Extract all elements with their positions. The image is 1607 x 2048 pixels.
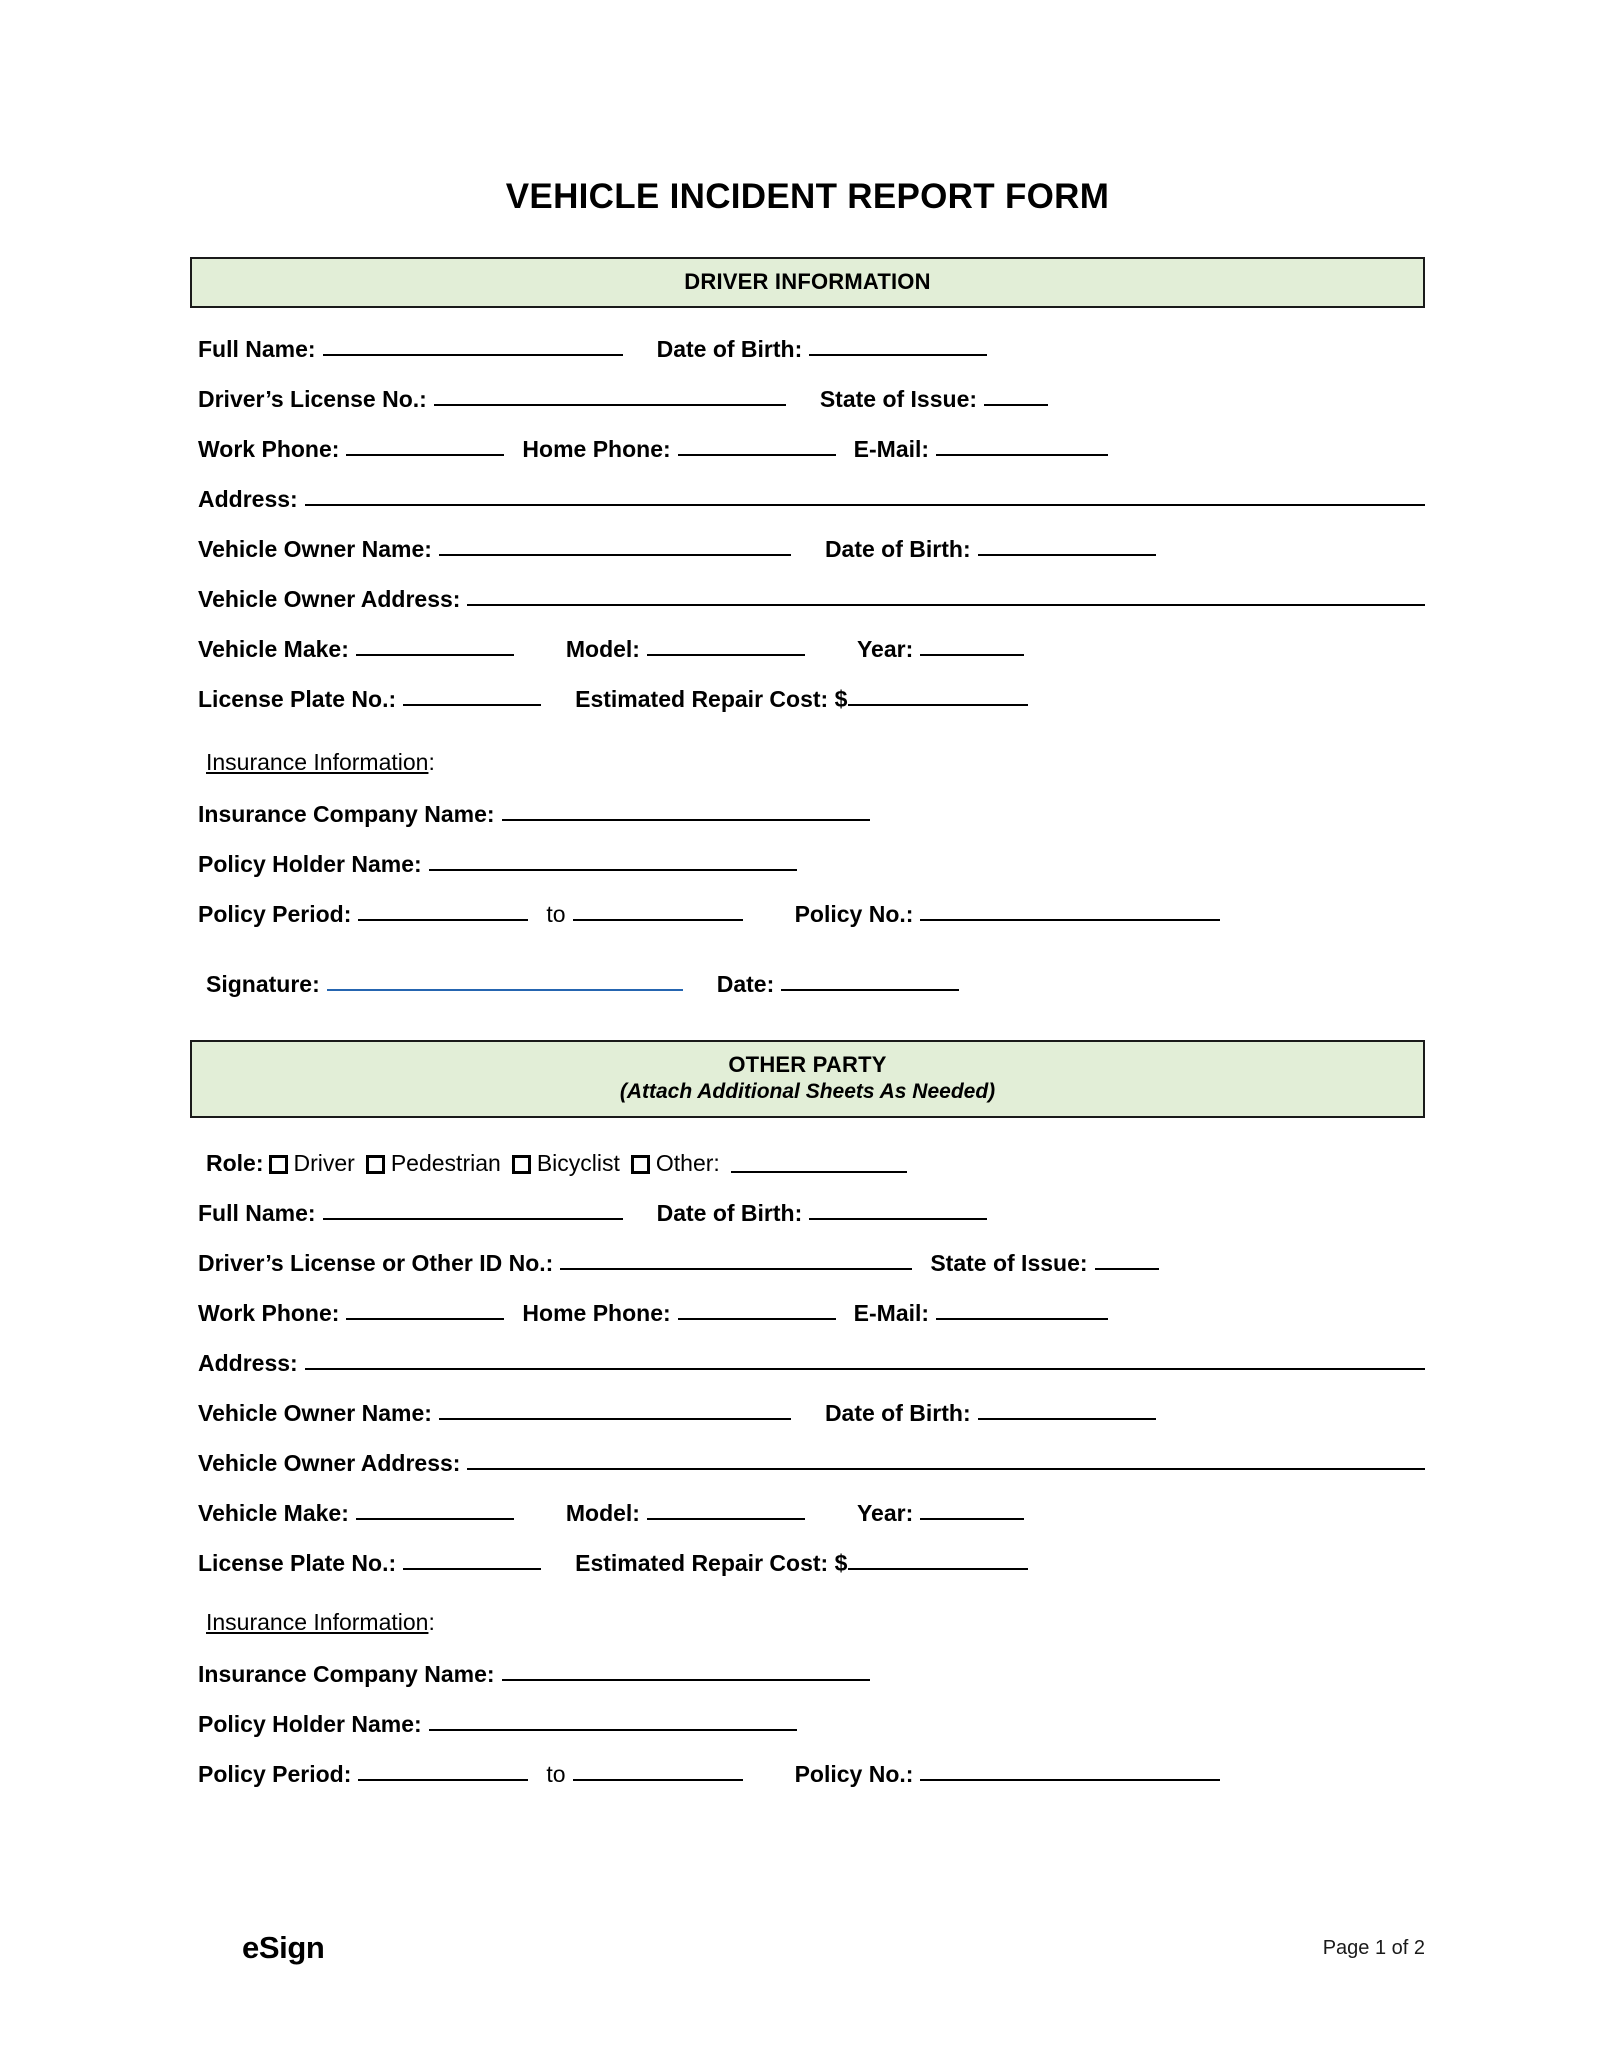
input-model[interactable] xyxy=(647,634,805,656)
input-op-estimated-repair-cost[interactable] xyxy=(848,1548,1028,1570)
esign-logo[interactable]: eSign xyxy=(242,1930,325,1965)
subheading-insurance-information xyxy=(198,749,1425,776)
input-signature-date[interactable] xyxy=(781,969,959,991)
other-party-fields xyxy=(190,1150,1425,1786)
label-drivers-license-no: Driver’s License No.: xyxy=(198,386,427,412)
input-insurance-company-name[interactable] xyxy=(502,799,870,821)
label-year: Year: xyxy=(856,636,914,662)
label-model: Model: xyxy=(565,636,640,662)
field-row-op-phones-email xyxy=(198,1299,1425,1325)
label-op-model: Model: xyxy=(565,1499,640,1526)
input-signature[interactable] xyxy=(327,969,683,991)
input-op-home-phone[interactable] xyxy=(678,1298,836,1320)
driver-information-fields xyxy=(190,335,1425,998)
section-title-other-party: OTHER PARTY xyxy=(728,1052,887,1077)
input-op-email[interactable] xyxy=(936,1298,1108,1320)
checkbox-role-driver[interactable] xyxy=(269,1155,288,1174)
label-op-license-plate-no: License Plate No.: xyxy=(198,1549,397,1576)
label-policy-period-to: to xyxy=(546,901,566,927)
input-op-state-of-issue[interactable] xyxy=(1095,1248,1159,1270)
label-op-vehicle-owner-address: Vehicle Owner Address: xyxy=(198,1449,461,1476)
input-policy-period-end[interactable] xyxy=(573,899,743,921)
input-op-vehicle-make[interactable] xyxy=(356,1498,514,1520)
input-owner-date-of-birth[interactable] xyxy=(978,534,1156,556)
page-title: VEHICLE INCIDENT REPORT FORM xyxy=(505,177,1110,216)
label-op-estimated-repair-cost: Estimated Repair Cost: $ xyxy=(575,1549,848,1576)
label-op-work-phone: Work Phone: xyxy=(198,1299,340,1326)
label-op-date-of-birth: Date of Birth: xyxy=(656,1199,803,1226)
input-vehicle-owner-name[interactable] xyxy=(439,534,791,556)
input-policy-period-start[interactable] xyxy=(358,899,528,921)
subheading-insurance-information-colon: : xyxy=(428,749,435,775)
field-row-vehicle-make-model-year xyxy=(198,635,1425,661)
section-subtitle-other-party: (Attach Additional Sheets As Needed) xyxy=(619,1079,996,1103)
field-row-vehicle-owner-address xyxy=(198,585,1425,611)
field-row-op-plate-and-repair-cost xyxy=(198,1549,1425,1575)
subheading-insurance-information-text: Insurance Information xyxy=(206,749,429,775)
label-policy-no: Policy No.: xyxy=(794,901,914,927)
input-year[interactable] xyxy=(920,634,1024,656)
label-estimated-repair-cost: Estimated Repair Cost: $ xyxy=(575,686,848,712)
field-row-drivers-license-no xyxy=(198,385,1425,411)
label-op-year: Year: xyxy=(856,1499,914,1526)
label-op-policy-holder-name: Policy Holder Name: xyxy=(198,1710,422,1737)
input-op-work-phone[interactable] xyxy=(346,1298,504,1320)
label-op-policy-period: Policy Period: xyxy=(198,1760,352,1787)
input-op-policy-period-end[interactable] xyxy=(573,1759,743,1781)
label-role-pedestrian: Pedestrian xyxy=(390,1149,501,1176)
page-number: Page 1 of 2 xyxy=(1322,1936,1425,1959)
input-vehicle-owner-address[interactable] xyxy=(467,584,1425,606)
field-row-op-vehicle-make-model-year xyxy=(198,1499,1425,1525)
subheading-op-insurance-information xyxy=(198,1609,1425,1636)
field-row-full-name xyxy=(198,335,1425,361)
label-role-other: Other: xyxy=(655,1149,720,1176)
field-row-op-address xyxy=(198,1349,1425,1375)
label-signature: Signature: xyxy=(206,971,320,997)
field-row-op-policy-period-and-no xyxy=(198,1760,1425,1786)
field-row-vehicle-owner-name xyxy=(198,535,1425,561)
label-state-of-issue: State of Issue: xyxy=(819,386,978,412)
field-row-plate-and-repair-cost xyxy=(198,685,1425,711)
label-op-vehicle-owner-name: Vehicle Owner Name: xyxy=(198,1399,432,1426)
label-op-insurance-company-name: Insurance Company Name: xyxy=(198,1660,495,1687)
input-op-policy-period-start[interactable] xyxy=(358,1759,528,1781)
section-header-other-party xyxy=(190,1040,1425,1118)
label-op-address: Address: xyxy=(198,1349,298,1376)
input-full-name[interactable] xyxy=(323,334,623,356)
input-email[interactable] xyxy=(936,434,1108,456)
field-row-phones-email xyxy=(198,435,1425,461)
label-date-of-birth: Date of Birth: xyxy=(656,336,803,362)
page-footer xyxy=(190,1930,1425,1966)
label-signature-date: Date: xyxy=(716,971,775,997)
checkbox-role-pedestrian[interactable] xyxy=(366,1155,385,1174)
input-op-policy-no[interactable] xyxy=(920,1759,1220,1781)
input-op-date-of-birth[interactable] xyxy=(809,1198,987,1220)
input-op-vehicle-owner-name[interactable] xyxy=(439,1398,791,1420)
field-row-policy-holder-name xyxy=(198,850,1425,876)
field-row-address xyxy=(198,485,1425,511)
label-role: Role: xyxy=(206,1149,264,1176)
page-content xyxy=(190,0,1425,1786)
field-row-op-vehicle-owner-address xyxy=(198,1449,1425,1475)
input-state-of-issue[interactable] xyxy=(984,384,1048,406)
input-estimated-repair-cost[interactable] xyxy=(848,684,1028,706)
input-op-license-plate-no[interactable] xyxy=(403,1548,541,1570)
input-op-full-name[interactable] xyxy=(323,1198,623,1220)
label-op-state-of-issue: State of Issue: xyxy=(930,1249,1088,1276)
field-row-signature-and-date xyxy=(198,970,1425,998)
label-policy-holder-name: Policy Holder Name: xyxy=(198,851,422,877)
input-op-license-no[interactable] xyxy=(560,1248,912,1270)
label-op-license-no: Driver’s License or Other ID No.: xyxy=(198,1249,554,1276)
subheading-op-insurance-information-colon: : xyxy=(428,1608,435,1635)
label-op-full-name: Full Name: xyxy=(198,1199,316,1226)
field-row-op-license-no xyxy=(198,1249,1425,1275)
label-op-policy-no: Policy No.: xyxy=(794,1760,914,1787)
label-policy-period: Policy Period: xyxy=(198,901,352,927)
input-vehicle-make[interactable] xyxy=(356,634,514,656)
label-role-driver: Driver xyxy=(293,1149,355,1176)
field-row-op-policy-holder-name xyxy=(198,1710,1425,1736)
label-owner-date-of-birth: Date of Birth: xyxy=(824,536,971,562)
label-address: Address: xyxy=(198,486,298,512)
label-full-name: Full Name: xyxy=(198,336,316,362)
label-vehicle-make: Vehicle Make: xyxy=(198,636,349,662)
label-email: E-Mail: xyxy=(853,436,930,462)
input-policy-no[interactable] xyxy=(920,899,1220,921)
label-work-phone: Work Phone: xyxy=(198,436,340,462)
field-row-op-vehicle-owner-name xyxy=(198,1399,1425,1425)
label-op-owner-date-of-birth: Date of Birth: xyxy=(824,1399,971,1426)
label-op-home-phone: Home Phone: xyxy=(522,1299,671,1326)
field-row-op-full-name xyxy=(198,1199,1425,1225)
field-row-op-insurance-company-name xyxy=(198,1660,1425,1686)
input-role-other[interactable] xyxy=(731,1151,907,1173)
label-vehicle-owner-address: Vehicle Owner Address: xyxy=(198,586,461,612)
section-title-driver-information: DRIVER INFORMATION xyxy=(684,268,931,294)
input-op-year[interactable] xyxy=(920,1498,1024,1520)
input-op-address[interactable] xyxy=(305,1348,1425,1370)
label-op-policy-period-to: to xyxy=(546,1760,566,1787)
input-work-phone[interactable] xyxy=(346,434,504,456)
label-role-bicyclist: Bicyclist xyxy=(536,1149,620,1176)
input-license-plate-no[interactable] xyxy=(403,684,541,706)
input-policy-holder-name[interactable] xyxy=(429,849,797,871)
label-home-phone: Home Phone: xyxy=(522,436,671,462)
subheading-op-insurance-information-text: Insurance Information xyxy=(206,1608,429,1635)
label-license-plate-no: License Plate No.: xyxy=(198,686,397,712)
section-header-driver-information xyxy=(190,257,1425,309)
input-op-model[interactable] xyxy=(647,1498,805,1520)
field-row-role xyxy=(198,1150,1425,1177)
input-op-insurance-company-name[interactable] xyxy=(502,1659,870,1681)
input-op-vehicle-owner-address[interactable] xyxy=(467,1448,1425,1470)
input-drivers-license-no[interactable] xyxy=(434,384,786,406)
input-home-phone[interactable] xyxy=(678,434,836,456)
field-row-insurance-company-name xyxy=(198,800,1425,826)
label-vehicle-owner-name: Vehicle Owner Name: xyxy=(198,536,432,562)
label-op-email: E-Mail: xyxy=(853,1299,930,1326)
checkbox-role-other[interactable] xyxy=(631,1155,650,1174)
input-op-owner-date-of-birth[interactable] xyxy=(978,1398,1156,1420)
input-op-policy-holder-name[interactable] xyxy=(429,1709,797,1731)
input-address[interactable] xyxy=(305,484,1425,506)
checkbox-role-bicyclist[interactable] xyxy=(512,1155,531,1174)
field-row-policy-period-and-no xyxy=(198,900,1425,926)
input-date-of-birth[interactable] xyxy=(809,334,987,356)
label-op-vehicle-make: Vehicle Make: xyxy=(198,1499,349,1526)
label-insurance-company-name: Insurance Company Name: xyxy=(198,801,495,827)
